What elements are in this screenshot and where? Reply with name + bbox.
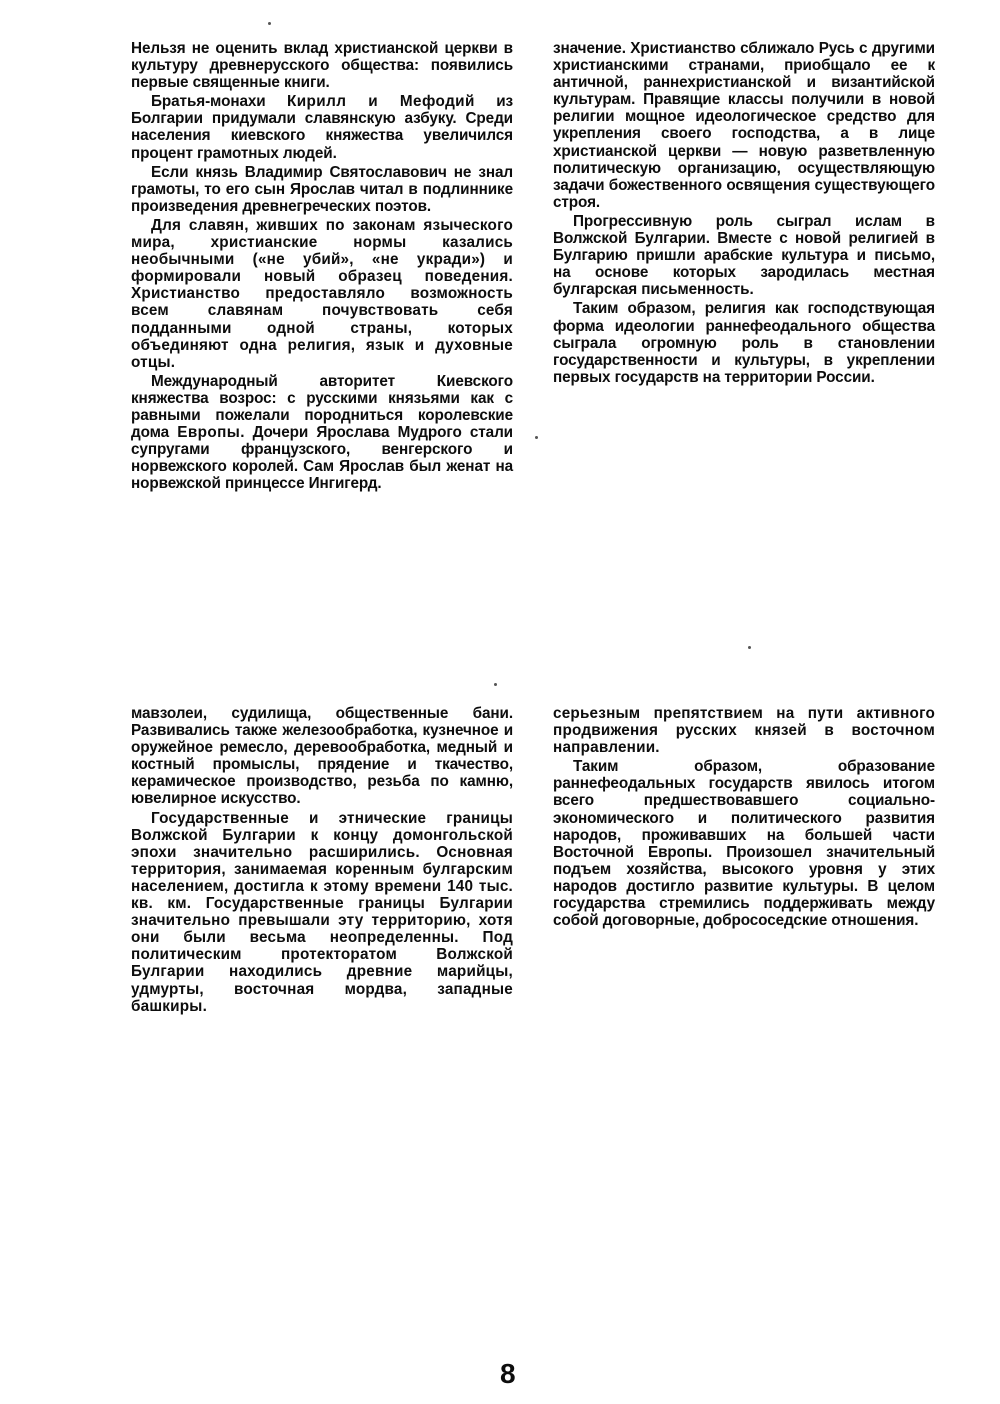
text-column-top-left (131, 40, 513, 492)
text-run: . Дочери Ярослава Мудрого стали супругами французского, венгерского и норвежского королей. Сам Ярослав был женат на норвежской принцессе Ингигерд. (131, 424, 513, 493)
paragraph: значение. Христианство сближало Русь с другими христианскими странами, приобщало ее к античной, раннехристианской и византийской культурам. Правящие классы получили в новой религии мощное идеологическое средство для укрепления своего господства, а в лице христианской церкви — новую разветвленную политическую организацию, осуществляющую задачи божественного освящения существующего строя. (553, 40, 935, 211)
paragraph: Государственные и этнические границы Волжской Булгарии к концу домонгольской эпохи значительно расширились. Основная территория, занимаемая коренным булгарским населением, достигла к этому времени 140 тыс. кв. км. Государственные границы Булгарии значительно превышали эту территорию, хотя они были весьма неопределенны. Под политическим протекторатом Волжской Булгарии находились древние марийцы, удмурты, восточная мордва, западные башкиры. (131, 809, 513, 1015)
text-run: Братья-монахи (151, 93, 287, 111)
paragraph: Прогрессивную роль сыграл ислам в Волжской Булгарии. Вместе с новой религией в Булгарию пришли арабские культура и письмо, на основе которых зародилась местная булгарская письменность. (553, 212, 935, 299)
text-run: Международный авторитет Киевского княжества возрос: с русскими князьями как с равными пожелали породниться королевские дома (131, 372, 513, 442)
paragraph: серьезным препятствием на пути активного продвижения русских князей в восточном направлении. (553, 705, 935, 757)
paragraph: Нельзя не оценить вклад христианской церкви в культуру древнерусского общества: появились первые священные книги. (131, 40, 513, 92)
page-number: 8 (500, 1358, 516, 1389)
paragraph: мавзолеи, судилища, общественные бани. Развивались также железообработка, кузнечное и оружейное ремесло, деревообработка, медный и костный промыслы, прядение и ткачество, керамическое производство, резьба по камню, ювелирное искусство. (131, 705, 513, 808)
paragraph: Таким образом, образование раннефеодальных государств явилось итогом всего предшествовавшего социально-экономического и политического развития народов, проживавших на большей части Восточной Европы. Произошел значительный подъем хозяйства, высокого уровня у этих народов достигло развитие культуры. В целом государства стремились поддерживать между собой договорные, добрососедские отношения. (553, 758, 935, 930)
paragraph (131, 373, 513, 493)
emphasis-europe: Европы (177, 424, 241, 442)
print-speck (748, 646, 751, 649)
paragraph: Для славян, живших по законам языческого мира, христианские нормы казались необычными («не убий», «не укради») и формировали новый образец поведения. Христианство предоставляло возможность всем славянам почувствовать себя подданными одной страны, которых объединяют одна религия, язык и духовные отцы. (131, 216, 513, 371)
print-speck (268, 22, 271, 25)
paragraph (131, 93, 513, 161)
paragraph: Если князь Владимир Святославович не знал грамоты, то его сын Ярослав читал в подлиннике произведения древнегреческих поэтов. (131, 163, 513, 215)
text-run: из Болгарии придумали славянскую азбуку. Среди населения киевского княжества увеличился процент грамотных людей. (131, 93, 513, 162)
text-column-bottom-left (131, 705, 513, 1015)
emphasis-names: Кирилл и Мефодий (286, 93, 475, 111)
text-column-top-right (553, 40, 935, 386)
text-column-bottom-right (553, 705, 935, 929)
print-speck (535, 436, 538, 439)
paragraph: Таким образом, религия как господствующая форма идеологии раннефеодального общества сыграла огромную роль в становлении государственности и культуры, в укреплении первых государств на территории России. (553, 300, 935, 386)
print-speck (494, 683, 497, 686)
